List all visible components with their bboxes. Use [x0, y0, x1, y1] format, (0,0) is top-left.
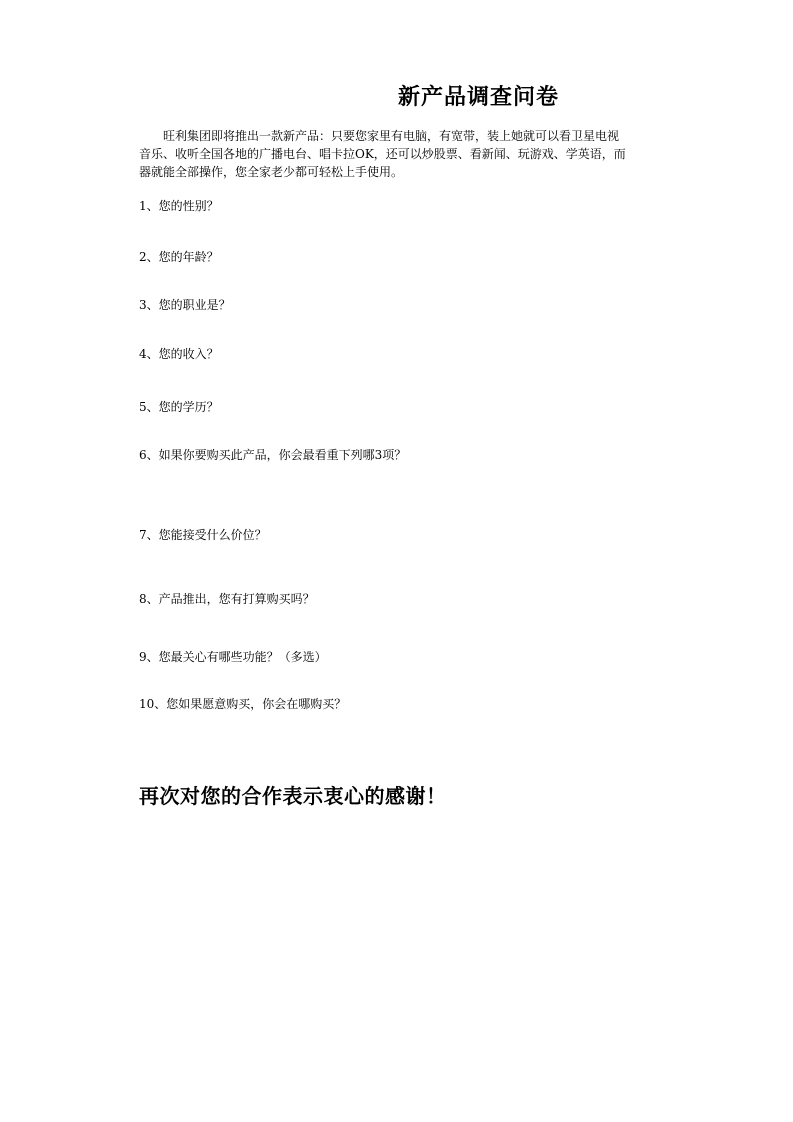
question-3: 3、您的职业是？ [139, 298, 231, 312]
question-2: 2、您的年龄？ [139, 250, 219, 264]
intro-line: 旺利集团即将推出一款新产品：只要您家里有电脑，有宽带，装上她就可以看卫星电视 [163, 129, 620, 143]
intro-line: 器就能全部操作，您全家老少都可轻松上手使用。 [139, 165, 404, 179]
question-9: 9、您最关心有哪些功能？（多选） [139, 650, 327, 664]
closing-thanks: 再次对您的合作表示衷心的感谢！ [139, 784, 447, 808]
question-5: 5、您的学历？ [139, 400, 219, 414]
question-7: 7、您能接受什么价位？ [139, 528, 267, 542]
intro-paragraph [139, 127, 710, 181]
intro-line: 音乐、收听全国各地的广播电台、唱卡拉OK，还可以炒股票、看新闻、玩游戏、学英语，而 [139, 147, 626, 161]
page-title: 新产品调查问卷 [398, 84, 560, 110]
question-6: 6、如果你要购买此产品，你会最看重下列哪3项？ [139, 448, 407, 462]
question-8: 8、产品推出，您有打算购买吗？ [139, 592, 315, 606]
question-10: 10、您如果愿意购买，你会在哪购买？ [139, 697, 347, 711]
question-1: 1、您的性别？ [139, 199, 219, 213]
question-4: 4、您的收入？ [139, 347, 219, 361]
